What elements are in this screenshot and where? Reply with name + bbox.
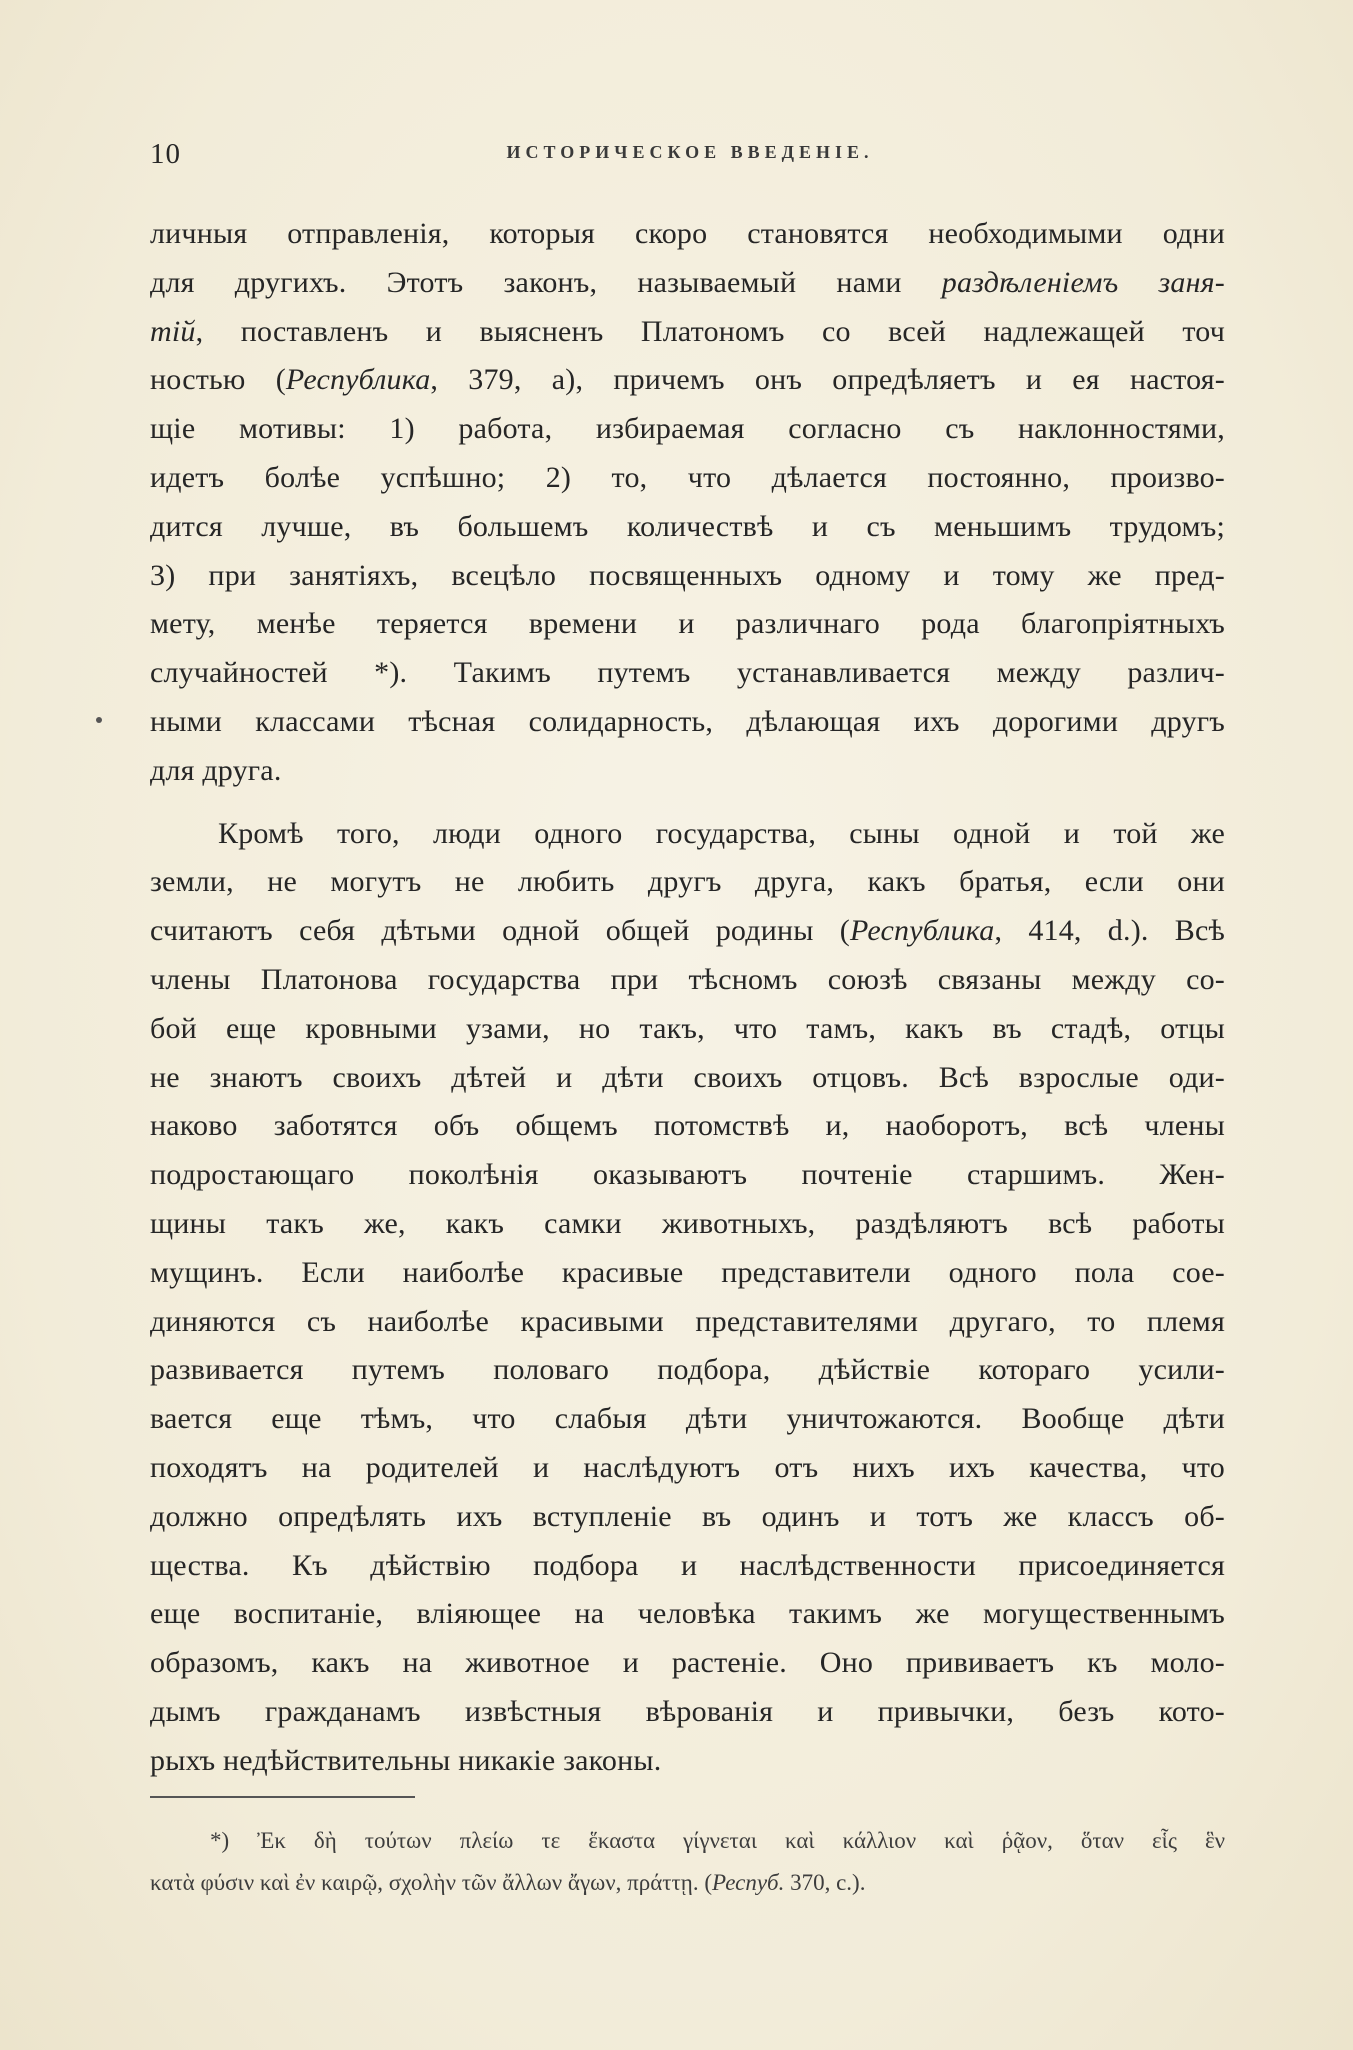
margin-mark bbox=[96, 717, 102, 723]
text-line: идетъ болѣе успѣшно; 2) то, что дѣлается постоянно, произво- bbox=[150, 460, 1225, 494]
text-line: рыхъ недѣйствительны никакіе законы. bbox=[150, 1743, 662, 1777]
running-head: ИСТОРИЧЕСКОЕ ВВЕДЕНІЕ. bbox=[506, 142, 874, 162]
text-line: походятъ на родителей и наслѣдуютъ отъ нихъ ихъ качества, что bbox=[150, 1450, 1225, 1484]
footnote-line: κατὰ φύσιν καὶ ἐν καιρῷ, σχολὴν τῶν ἄλλων ἄγων, πράττῃ. (Респуб. 370, c.). bbox=[150, 1870, 866, 1895]
text-line: для другихъ. Этотъ законъ, называемый нами раздѣленіемъ заня- bbox=[150, 265, 1225, 299]
text-line: бой еще кровными узами, но такъ, что тамъ, какъ въ стадѣ, отцы bbox=[150, 1011, 1225, 1045]
text-line: земли, не могутъ не любить другъ друга, какъ братья, если они bbox=[150, 865, 1225, 899]
text-line: дится лучше, въ большемъ количествѣ и съ меньшимъ трудомъ; bbox=[150, 509, 1225, 543]
paragraph-1 bbox=[150, 210, 1225, 796]
text-line: щіе мотивы: 1) работа, избираемая согласно съ наклонностями, bbox=[150, 412, 1225, 446]
text-line: для друга. bbox=[150, 753, 282, 787]
text-line: случайностей *). Такимъ путемъ устанавливается между различ- bbox=[150, 656, 1225, 690]
text-line: щины такъ же, какъ самки животныхъ, раздѣляютъ всѣ работы bbox=[150, 1206, 1225, 1240]
text-line: считаютъ себя дѣтьми одной общей родины (Республика, 414, d.). Всѣ bbox=[150, 914, 1225, 948]
text-line: личныя отправленія, которыя скоро становятся необходимыми одни bbox=[150, 217, 1225, 250]
text-line: диняются съ наиболѣе красивыми представителями другаго, то племя bbox=[150, 1304, 1225, 1338]
page-number: 10 bbox=[150, 138, 181, 170]
text-line: мету, менѣе теряется времени и различнаго рода благопріятныхъ bbox=[150, 607, 1225, 641]
text-line: развивается путемъ половаго подбора, дѣйствіе котораго усили- bbox=[150, 1353, 1225, 1387]
main-text bbox=[150, 210, 1225, 1786]
text-line: ными классами тѣсная солидарность, дѣлающая ихъ дорогими другъ bbox=[150, 704, 1225, 738]
text-line: подростающаго поколѣнія оказываютъ почтеніе старшимъ. Жен- bbox=[150, 1158, 1225, 1192]
text-line: 3) при занятіяхъ, всецѣло посвященныхъ одному и тому же пред- bbox=[150, 558, 1225, 592]
text-line: мущинъ. Если наиболѣе красивые представители одного пола сое- bbox=[150, 1255, 1225, 1289]
text-line: образомъ, какъ на животное и растеніе. Оно прививаетъ къ моло- bbox=[150, 1646, 1225, 1680]
page-header bbox=[150, 138, 1230, 178]
text-line: щества. Къ дѣйствію подбора и наслѣдственности присоединяется bbox=[150, 1548, 1225, 1582]
text-line: члены Платонова государства при тѣсномъ союзѣ связаны между со- bbox=[150, 962, 1225, 996]
text-line: должно опредѣлять ихъ вступленіе въ одинъ и тотъ же классъ об- bbox=[150, 1499, 1225, 1533]
text-line: вается еще тѣмъ, что слабыя дѣти уничтожаются. Вообще дѣти bbox=[150, 1402, 1225, 1436]
text-line: тій, поставленъ и выясненъ Платономъ со всей надлежащей точ bbox=[150, 314, 1225, 348]
text-line: не знаютъ своихъ дѣтей и дѣти своихъ отцовъ. Всѣ взрослые оди- bbox=[150, 1060, 1225, 1094]
text-line: наково заботятся объ общемъ потомствѣ и, наоборотъ, всѣ члены bbox=[150, 1109, 1225, 1143]
paragraph-2 bbox=[150, 810, 1225, 1786]
text-line: еще воспитаніе, вліяющее на человѣка такимъ же могущественнымъ bbox=[150, 1597, 1225, 1631]
footnote-line: *) Ἐκ δὴ τούτων πλείω τε ἕκαστα γίγνεται καὶ κάλλιον καὶ ῥᾷον, ὅταν εἷς ἓν bbox=[210, 1828, 1225, 1853]
text-line: дымъ гражданамъ извѣстныя вѣрованія и привычки, безъ кото- bbox=[150, 1694, 1225, 1728]
text-line: Кромѣ того, люди одного государства, сыны одной и той же bbox=[218, 816, 1225, 850]
text-line: ностью (Республика, 379, а), причемъ онъ опредѣляетъ и ея настоя- bbox=[150, 363, 1225, 397]
footnote bbox=[150, 1820, 1225, 1904]
footnote-divider bbox=[150, 1796, 415, 1798]
